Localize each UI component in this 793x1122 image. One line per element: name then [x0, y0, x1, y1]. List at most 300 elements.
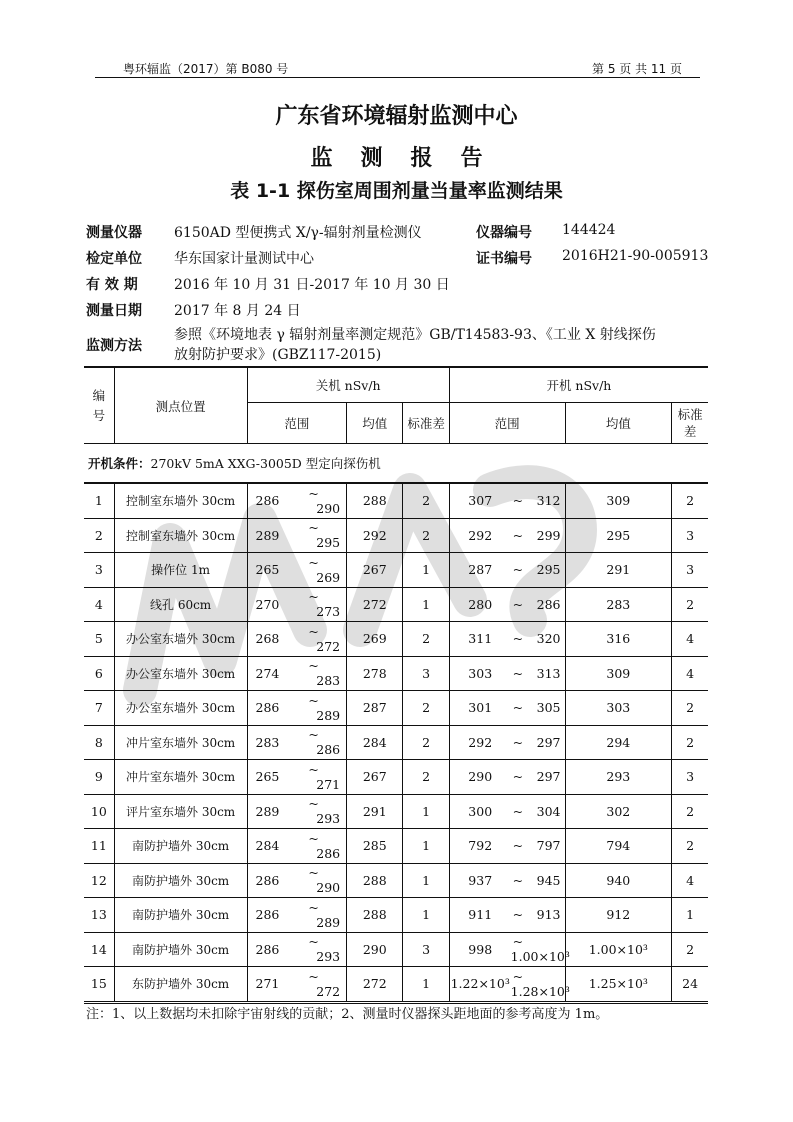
range-tilde: ~: [512, 769, 524, 785]
cell-number: [84, 691, 114, 726]
cell-off-range-low: [247, 518, 306, 553]
cell-on-mean-value: 302: [606, 803, 631, 819]
cell-on-mean: [565, 587, 672, 622]
cell-off-sd-value: 2: [422, 734, 431, 750]
cell-off-range-low-value: 270: [255, 596, 280, 612]
cell-off-range-low-value: 286: [255, 907, 280, 923]
cell-off-range-low-value: 284: [255, 838, 280, 854]
cell-location: [114, 794, 247, 829]
cell-on-range-high: [511, 829, 565, 864]
cell-off-range-low-value: 265: [255, 769, 280, 785]
cell-on-range-low: [449, 622, 510, 657]
range-tilde: ~: [308, 934, 319, 950]
cell-on-range-high: [511, 863, 565, 898]
cell-on-range-high: [511, 760, 565, 795]
cell-location-value: 办公室东墙外 30cm: [126, 701, 236, 716]
cell-off-sd-value: 1: [422, 838, 431, 854]
cell-off-sd: [403, 553, 449, 588]
cell-location-value: 控制室东墙外 30cm: [126, 528, 236, 543]
cell-on-range-high: [511, 898, 565, 933]
cell-off-mean-value: 284: [362, 734, 387, 750]
col-header-number: 编号: [84, 367, 114, 444]
cell-on-sd-value: 2: [686, 941, 695, 957]
cell-off-mean: [347, 553, 403, 588]
cell-on-range-low-value: 307: [468, 493, 493, 509]
table-title: 表 1-1 探伤室周围剂量当量率监测结果: [230, 180, 563, 202]
table-row: [84, 760, 708, 795]
cell-off-sd: [403, 656, 449, 691]
cell-on-mean: [565, 829, 672, 864]
cell-location: [114, 725, 247, 760]
cell-off-range-high-value: 289: [316, 914, 341, 930]
cell-number: [84, 656, 114, 691]
cell-on-range-high-value: 295: [536, 562, 561, 578]
cell-location: [114, 967, 247, 1003]
cell-off-mean: [347, 622, 403, 657]
cell-on-range-low: [449, 483, 510, 518]
range-tilde: ~: [512, 562, 524, 578]
cell-on-mean-value: 294: [606, 734, 631, 750]
cell-off-sd: [403, 967, 449, 1003]
col-header-location: 测点位置: [114, 367, 247, 444]
range-tilde: ~: [308, 899, 319, 915]
cell-on-range-high: [511, 794, 565, 829]
cell-off-range-low: [247, 932, 306, 967]
cell-on-mean: [565, 967, 672, 1003]
cell-location: [114, 483, 247, 518]
cell-on-range-high: [511, 622, 565, 657]
cell-on-range-low-value: 292: [468, 527, 493, 543]
range-tilde: ~: [308, 658, 319, 674]
org-title: 广东省环境辐射监测中心: [275, 104, 518, 129]
cell-location-value: 控制室东墙外 30cm: [126, 494, 236, 509]
cell-off-range-high-value: 269: [316, 569, 341, 585]
cell-off-sd-value: 1: [422, 872, 431, 888]
cell-off-range-high: [306, 898, 346, 933]
cell-off-range-low: [247, 760, 306, 795]
cell-on-range-low-value: 303: [468, 665, 493, 681]
cell-off-range-low: [247, 656, 306, 691]
cell-number-value: 4: [94, 596, 103, 612]
cell-off-sd-value: 1: [422, 907, 431, 923]
cell-off-mean: [347, 656, 403, 691]
cell-on-sd-value: 2: [686, 596, 695, 612]
col-header-on-sd: 标准差: [672, 403, 708, 444]
cell-off-mean: [347, 932, 403, 967]
cell-location: [114, 829, 247, 864]
cell-off-range-high: [306, 760, 346, 795]
cell-off-range-low-value: 286: [255, 941, 280, 957]
range-tilde: ~: [308, 865, 319, 881]
cell-on-range-high: [510, 932, 570, 967]
cell-off-mean: [347, 587, 403, 622]
cell-location: [114, 587, 247, 622]
range-tilde: ~: [512, 803, 524, 819]
cell-number: [84, 553, 114, 588]
table-row: [84, 863, 708, 898]
cell-on-range-high-value: 1.28×10³: [510, 983, 570, 999]
cell-off-range-high-value: 273: [316, 604, 341, 620]
cell-off-sd-value: 2: [422, 631, 431, 647]
cell-off-sd: [403, 725, 449, 760]
cell-off-sd-value: 3: [422, 665, 431, 681]
table-row: [84, 587, 708, 622]
cell-on-sd: [672, 725, 708, 760]
cell-off-range-high-value: 271: [316, 776, 341, 792]
cell-on-mean-value: 309: [606, 665, 631, 681]
cell-off-mean-value: 272: [362, 976, 387, 992]
cell-off-mean-value: 287: [362, 700, 387, 716]
cell-number-value: 2: [94, 527, 103, 543]
cell-off-mean: [347, 829, 403, 864]
cell-on-range-low: [449, 829, 510, 864]
cell-on-range-high: [511, 691, 565, 726]
cell-on-sd-value: 3: [686, 562, 695, 578]
range-tilde: ~: [512, 631, 524, 647]
report-title: 监测报告: [310, 146, 511, 171]
cell-off-range-high: [306, 622, 346, 657]
cell-off-range-low: [247, 794, 306, 829]
cell-off-sd-value: 1: [422, 562, 431, 578]
cell-on-mean-value: 303: [606, 700, 631, 716]
cell-off-range-high-value: 289: [316, 707, 341, 723]
col-header-on-mean: 均值: [565, 403, 672, 444]
range-tilde: ~: [308, 623, 319, 639]
cell-off-range-low: [247, 829, 306, 864]
range-tilde: ~: [512, 872, 524, 888]
cell-off-sd-value: 2: [422, 493, 431, 509]
cell-number-value: 15: [90, 976, 107, 992]
table-row: [84, 725, 708, 760]
cell-on-mean-value: 912: [606, 907, 631, 923]
meta-instrument: 测量仪器 6150AD 型便携式 X/γ-辐射剂量检测仪: [86, 225, 422, 241]
cell-on-sd-value: 2: [686, 493, 695, 509]
cell-number: [84, 622, 114, 657]
cell-location: [114, 656, 247, 691]
cell-on-mean-value: 1.25×10³: [588, 976, 648, 992]
cell-on-mean-value: 794: [606, 838, 631, 854]
cell-off-range-high: [306, 553, 346, 588]
cell-on-sd: [672, 863, 708, 898]
cell-on-sd-value: 24: [682, 976, 699, 992]
cell-off-range-low-value: 286: [255, 700, 280, 716]
meta-method-line1: 参照《环境地表 γ 辐射剂量率测定规范》GB/T14583-93、《工业 X 射线探伤: [174, 327, 656, 343]
cell-off-range-low-value: 289: [255, 803, 280, 819]
cell-off-sd: [403, 622, 449, 657]
table-row: [84, 691, 708, 726]
report-number: 粤环辐监（2017）第 B080 号: [123, 62, 289, 76]
condition-row: 开机条件：270kV 5mA XXG-3005D 型定向探伤机: [84, 444, 708, 484]
cell-off-range-low: [247, 691, 306, 726]
cell-off-range-high-value: 290: [316, 880, 341, 896]
page-header: [95, 60, 700, 78]
cell-number: [84, 932, 114, 967]
cell-on-range-high-value: 313: [536, 665, 561, 681]
cell-off-range-high: [306, 656, 346, 691]
meta-validity: 有 效 期 2016 年 10 月 31 日-2017 年 10 月 30 日: [86, 277, 450, 293]
cell-number-value: 1: [94, 493, 103, 509]
cell-on-mean: [565, 932, 672, 967]
col-header-off-mean: 均值: [347, 403, 403, 444]
cell-location-value: 东防护墙外 30cm: [132, 977, 230, 992]
cell-on-range-low-value: 301: [468, 700, 493, 716]
cell-on-range-high-value: 945: [536, 872, 561, 888]
cell-on-sd: [672, 829, 708, 864]
cell-on-sd-value: 2: [686, 734, 695, 750]
cell-on-mean-value: 283: [606, 596, 631, 612]
cell-on-range-low: [449, 932, 510, 967]
range-tilde: ~: [308, 554, 319, 570]
cell-off-range-high-value: 293: [316, 811, 341, 827]
cell-location-value: 评片室东墙外 30cm: [126, 804, 236, 819]
cell-off-mean: [347, 794, 403, 829]
cell-location-value: 办公室东墙外 30cm: [126, 666, 236, 681]
cell-on-range-high-value: 913: [536, 907, 561, 923]
cell-location-value: 操作位 1m: [151, 563, 211, 578]
cell-on-range-low-value: 911: [468, 907, 493, 923]
cell-off-mean-value: 269: [362, 631, 387, 647]
range-tilde: ~: [512, 734, 524, 750]
meta-certificate: 证书编号 2016H21-90-005913: [476, 248, 709, 267]
cell-off-mean: [347, 760, 403, 795]
cell-on-range-low-value: 792: [468, 838, 493, 854]
cell-location: [114, 518, 247, 553]
cell-off-range-high-value: 286: [316, 742, 341, 758]
col-header-on: 开机 nSv/h: [449, 367, 708, 403]
range-tilde: ~: [308, 485, 319, 501]
cell-off-sd: [403, 863, 449, 898]
cell-on-range-high: [511, 518, 565, 553]
cell-number-value: 12: [90, 872, 107, 888]
cell-number: [84, 829, 114, 864]
cell-on-mean-value: 316: [606, 631, 631, 647]
cell-on-range-low-value: 300: [468, 803, 493, 819]
cell-on-sd: [672, 483, 708, 518]
cell-off-sd-value: 1: [422, 976, 431, 992]
cell-off-sd: [403, 691, 449, 726]
cell-on-mean-value: 940: [606, 872, 631, 888]
cell-off-range-high: [306, 587, 346, 622]
cell-off-range-high: [306, 691, 346, 726]
cell-off-range-low-value: 286: [255, 493, 280, 509]
cell-on-range-low: [449, 898, 510, 933]
cell-off-sd: [403, 932, 449, 967]
cell-location: [114, 898, 247, 933]
range-tilde: ~: [308, 589, 319, 605]
cell-off-sd: [403, 898, 449, 933]
cell-on-sd-value: 4: [686, 872, 695, 888]
cell-on-range-low-value: 311: [468, 631, 493, 647]
meta-calibration: 检定单位 华东国家计量测试中心: [86, 251, 314, 267]
cell-on-sd: [672, 967, 708, 1003]
cell-off-sd: [403, 760, 449, 795]
cell-on-range-high: [511, 587, 565, 622]
cell-on-mean-value: 291: [606, 562, 631, 578]
meta-date: 测量日期 2017 年 8 月 24 日: [86, 303, 301, 319]
cell-off-range-low: [247, 553, 306, 588]
cell-on-sd-value: 2: [686, 838, 695, 854]
cell-off-mean-value: 267: [362, 769, 387, 785]
cell-number-value: 3: [94, 562, 103, 578]
cell-number: [84, 863, 114, 898]
cell-location-value: 冲片室东墙外 30cm: [126, 770, 236, 785]
cell-off-range-low-value: 274: [255, 665, 280, 681]
cell-number: [84, 967, 114, 1003]
cell-off-range-low-value: 286: [255, 872, 280, 888]
cell-on-mean-value: 295: [606, 527, 631, 543]
cell-location-value: 冲片室东墙外 30cm: [126, 735, 236, 750]
cell-off-range-low: [247, 898, 306, 933]
cell-off-range-high-value: 290: [316, 500, 341, 516]
cell-on-range-low-value: 290: [468, 769, 493, 785]
cell-location-value: 办公室东墙外 30cm: [126, 632, 236, 647]
cell-off-range-low-value: 268: [255, 631, 280, 647]
cell-location: [114, 691, 247, 726]
cell-on-sd: [672, 760, 708, 795]
cell-location-value: 南防护墙外 30cm: [132, 908, 230, 923]
cell-off-mean-value: 288: [362, 907, 387, 923]
cell-on-sd: [672, 898, 708, 933]
cell-off-range-high: [306, 932, 346, 967]
cell-on-sd-value: 3: [686, 527, 695, 543]
range-tilde: ~: [512, 596, 524, 612]
cell-on-sd-value: 3: [686, 769, 695, 785]
range-tilde: ~: [512, 968, 524, 984]
cell-location-value: 线孔 60cm: [150, 597, 212, 612]
cell-off-mean: [347, 898, 403, 933]
range-tilde: ~: [512, 665, 524, 681]
range-tilde: ~: [512, 527, 524, 543]
range-tilde: ~: [308, 796, 319, 812]
table-row: [84, 483, 708, 518]
cell-number: [84, 483, 114, 518]
header-rule: [95, 77, 700, 78]
range-tilde: ~: [512, 700, 524, 716]
cell-on-mean-value: 293: [606, 769, 631, 785]
meta-serial: 仪器编号 144424: [476, 222, 616, 241]
cell-on-mean: [565, 691, 672, 726]
cell-number: [84, 760, 114, 795]
cell-location: [114, 932, 247, 967]
cell-on-range-high-value: 1.00×10³: [510, 949, 570, 965]
cell-on-range-high-value: 305: [536, 700, 561, 716]
cell-on-range-high-value: 797: [536, 838, 561, 854]
cell-on-mean: [565, 656, 672, 691]
cell-off-range-high: [306, 794, 346, 829]
cell-off-mean-value: 267: [362, 562, 387, 578]
table-row: [84, 622, 708, 657]
cell-number-value: 13: [90, 907, 107, 923]
cell-off-mean: [347, 518, 403, 553]
range-tilde: ~: [308, 727, 319, 743]
cell-on-mean-value: 309: [606, 493, 631, 509]
cell-off-range-low-value: 271: [255, 976, 280, 992]
cell-location: [114, 863, 247, 898]
range-tilde: ~: [512, 907, 524, 923]
range-tilde: ~: [308, 968, 319, 984]
cell-off-sd: [403, 483, 449, 518]
cell-off-mean-value: 288: [362, 872, 387, 888]
cell-on-mean: [565, 725, 672, 760]
cell-on-range-low: [449, 794, 510, 829]
cell-location: [114, 622, 247, 657]
cell-on-range-high: [511, 553, 565, 588]
cell-on-sd: [672, 587, 708, 622]
cell-off-sd: [403, 587, 449, 622]
cell-off-mean-value: 278: [362, 665, 387, 681]
cell-on-sd: [672, 932, 708, 967]
cell-on-range-low-value: 998: [468, 941, 493, 957]
cell-off-range-high-value: 283: [316, 673, 341, 689]
cell-number: [84, 898, 114, 933]
cell-on-range-high: [511, 725, 565, 760]
cell-off-sd: [403, 794, 449, 829]
cell-off-range-high-value: 293: [316, 949, 341, 965]
cell-on-range-low: [449, 725, 510, 760]
cell-off-range-low: [247, 622, 306, 657]
col-header-off-range: 范围: [247, 403, 347, 444]
cell-off-range-high: [306, 863, 346, 898]
cell-on-mean: [565, 760, 672, 795]
table-row: [84, 656, 708, 691]
cell-on-range-high: [511, 656, 565, 691]
cell-off-range-high: [306, 518, 346, 553]
cell-number-value: 11: [90, 838, 107, 854]
cell-on-range-low: [449, 967, 510, 1003]
cell-on-mean: [565, 863, 672, 898]
cell-off-range-high: [306, 967, 346, 1003]
page-number: 第 5 页 共 11 页: [592, 62, 682, 76]
cell-location-value: 南防护墙外 30cm: [132, 839, 230, 854]
cell-location-value: 南防护墙外 30cm: [132, 873, 230, 888]
col-header-off-sd: 标准差: [403, 403, 449, 444]
cell-off-mean-value: 285: [362, 838, 387, 854]
meta-method-line2: 放射防护要求》(GBZ117-2015): [174, 347, 382, 363]
cell-off-range-low: [247, 587, 306, 622]
range-tilde: ~: [308, 520, 319, 536]
cell-on-mean-value: 1.00×10³: [588, 941, 648, 957]
cell-off-range-low-value: 283: [255, 734, 280, 750]
cell-off-mean: [347, 967, 403, 1003]
cell-on-mean: [565, 518, 672, 553]
col-header-off: 关机 nSv/h: [247, 367, 449, 403]
col-header-on-range: 范围: [449, 403, 565, 444]
cell-on-range-high: [511, 483, 565, 518]
cell-off-sd-value: 1: [422, 803, 431, 819]
table-row: [84, 898, 708, 933]
table-row: [84, 553, 708, 588]
cell-on-sd: [672, 794, 708, 829]
cell-off-range-low: [247, 967, 306, 1003]
cell-off-mean: [347, 863, 403, 898]
cell-on-sd: [672, 656, 708, 691]
cell-off-range-high-value: 272: [316, 983, 341, 999]
cell-number-value: 10: [90, 803, 107, 819]
cell-on-mean: [565, 898, 672, 933]
cell-on-range-high-value: 286: [536, 596, 561, 612]
range-tilde: ~: [308, 830, 319, 846]
cell-on-sd: [672, 691, 708, 726]
cell-on-range-low-value: 937: [468, 872, 493, 888]
cell-number-value: 7: [94, 700, 103, 716]
cell-on-range-low-value: 280: [468, 596, 493, 612]
cell-off-sd-value: 2: [422, 769, 431, 785]
cell-on-range-high-value: 312: [536, 493, 561, 509]
cell-on-sd-value: 4: [686, 665, 695, 681]
cell-off-sd: [403, 829, 449, 864]
cell-off-sd: [403, 518, 449, 553]
cell-off-range-high-value: 295: [316, 535, 341, 551]
